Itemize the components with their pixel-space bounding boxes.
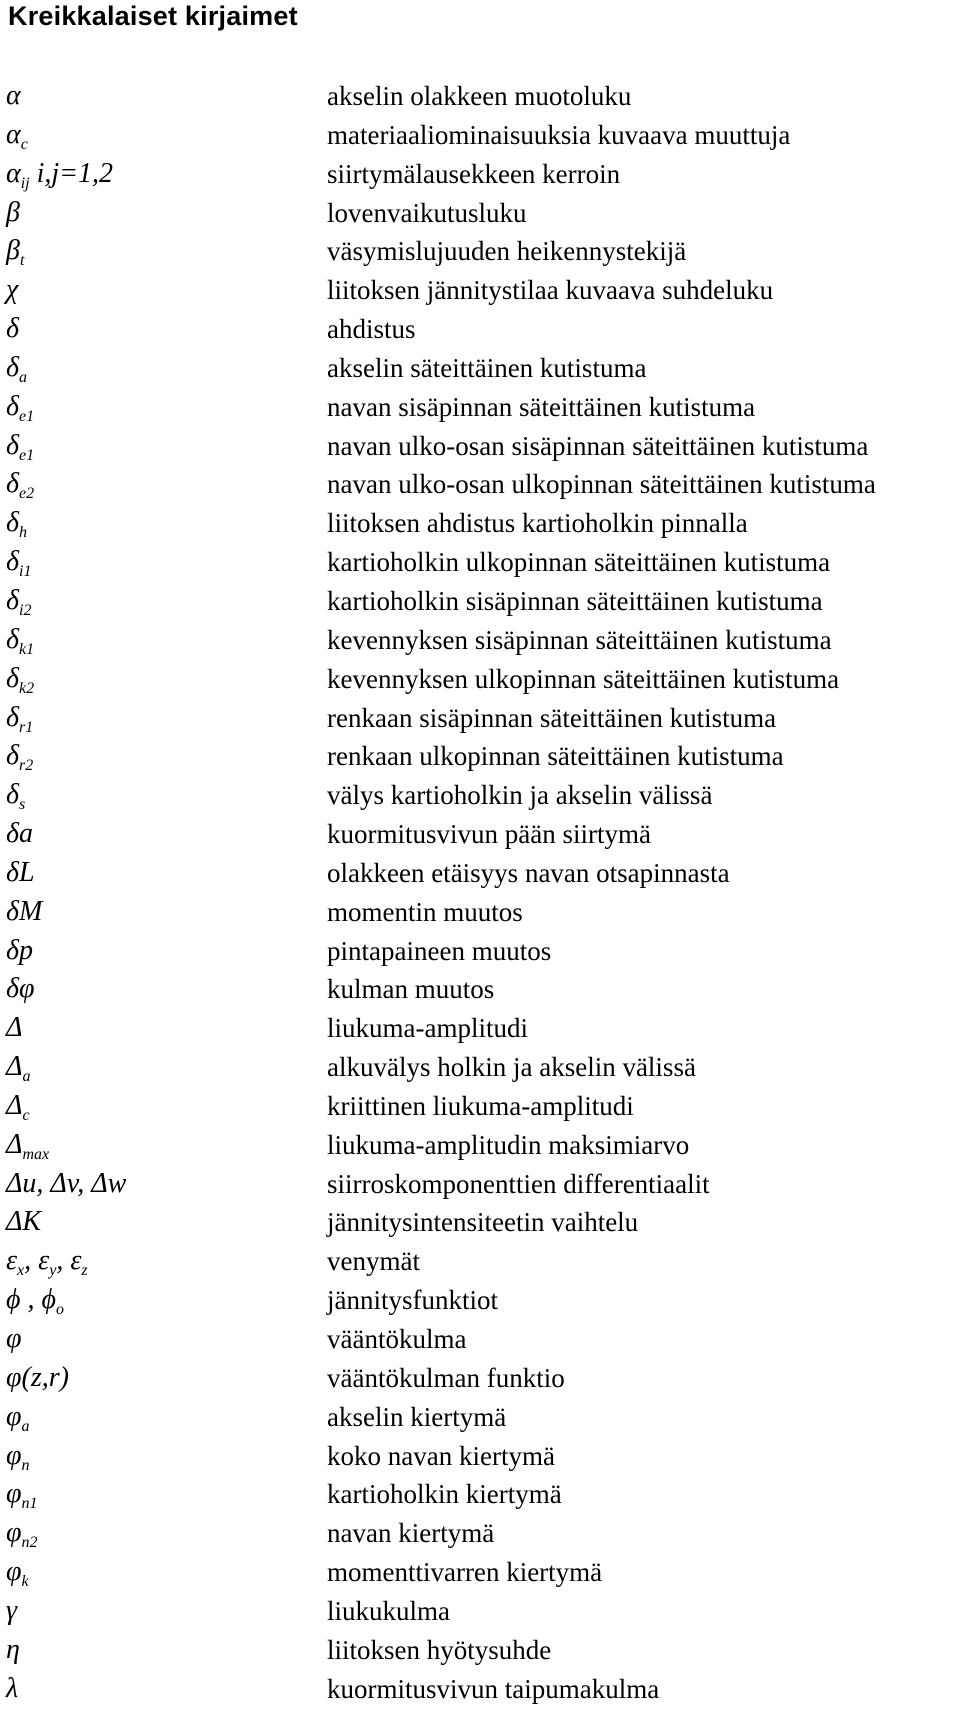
symbol [6,933,33,969]
list-item [0,1204,960,1243]
symbol-description: navan sisäpinnan säteittäinen kutistuma [327,391,756,422]
symbol-base: α [6,157,21,189]
symbol-base: Δ [6,1089,23,1121]
symbol [6,466,34,502]
symbol-base: φ [6,1517,22,1549]
symbol-description: kriittinen liukuma-amplitudi [327,1090,634,1121]
symbol [6,1593,17,1629]
symbol-subscript: n1 [21,1495,38,1513]
symbol-subscript: n [21,1456,30,1474]
symbol [6,1476,38,1512]
symbol-subscript: c [22,1106,30,1124]
symbol-base: α [6,118,21,150]
list-item [0,971,960,1010]
symbol [6,1049,30,1085]
symbol-description: liitoksen hyötysuhde [327,1634,552,1665]
symbol-base: δ [6,507,20,539]
symbol-base: δ [6,623,20,655]
symbol-subscript: k [21,1573,29,1591]
symbol-description: väsymislujuuden heikennystekijä [327,236,687,267]
symbol-description: materiaaliominaisuuksia kuvaava muuttuja [327,119,791,150]
symbol-base: δ [6,584,20,616]
symbol-base: φ [6,1323,22,1354]
symbol-description: navan ulko-osan ulkopinnan säteittäinen kutistuma [327,469,876,500]
symbol-description: kartioholkin sisäpinnan säteittäinen kutistuma [327,585,823,616]
list-item [0,311,960,350]
symbol-description: kevennyksen ulkopinnan säteittäinen kutistuma [327,663,840,694]
symbol [6,195,20,231]
symbol-subscript: a [21,1417,30,1435]
symbol-base: δ [6,390,20,422]
symbol-description: lovenvaikutusluku [327,197,527,228]
list-item [0,1127,960,1166]
list-item [0,622,960,661]
symbol-subscript: k1 [19,640,35,658]
list-item [0,933,960,972]
list-item [0,272,960,311]
symbol-list [0,78,960,1709]
symbol-description: akselin olakkeen muotoluku [327,81,632,111]
symbol [6,1671,18,1707]
symbol-subscript: r2 [19,757,34,775]
symbol-subscript: e1 [19,407,35,425]
symbol-base: γ [6,1594,18,1626]
list-item [0,1671,960,1709]
symbol-subscript: max [22,1145,50,1163]
symbol-base: δ [6,351,20,383]
symbol-description: koko navan kiertymä [327,1440,555,1471]
symbol-description: liukuma-amplitudin maksimiarvo [327,1129,690,1160]
symbol-base: Δu, Δv, Δw [6,1167,127,1199]
symbol [6,1399,30,1435]
symbol-subscript: k2 [19,679,35,697]
symbol [6,78,21,114]
list-item [0,1476,960,1515]
symbol-base: δ [6,429,20,461]
symbol [6,816,33,852]
symbol-base: δ [6,468,20,500]
symbol-base: δ [6,313,20,345]
list-item [0,1438,960,1477]
symbol-description: vääntökulman funktio [327,1362,565,1393]
symbol-subscript: x [17,1262,25,1280]
symbol [6,544,31,580]
symbol [6,389,34,425]
symbol [6,1166,126,1202]
symbol-subscript: z [81,1262,88,1280]
symbol-base: δ [6,662,20,694]
list-item [0,233,960,272]
list-item [0,505,960,544]
symbol-suffix: i,j=1,2 [29,157,114,189]
list-item [0,816,960,855]
symbol-description: siirroskomponenttien differentiaalit [327,1168,710,1199]
list-item [0,78,960,117]
symbol-base: λ [6,1672,19,1704]
symbol-base: Δ [6,1051,23,1083]
symbol-subscript: ij [20,174,30,192]
list-item [0,350,960,389]
symbol-base: δ [6,546,20,578]
symbol [6,1515,38,1551]
symbol-description: kevennyksen sisäpinnan säteittäinen kutistuma [327,624,832,655]
list-item [0,738,960,777]
symbol-base: φ(z,r) [6,1361,69,1393]
symbol [6,777,25,813]
symbol-base: δ [6,740,20,772]
list-item [0,1321,960,1360]
symbol-subscript: a [19,368,28,386]
symbol-description: alkuvälys holkin ja akselin välissä [327,1052,696,1083]
symbol-base: φ [6,1400,22,1432]
symbol-base: φ [6,1556,22,1588]
symbol-description: venymät [327,1246,420,1277]
symbol [6,1632,20,1668]
list-item [0,1632,960,1671]
list-item [0,1010,960,1049]
list-item [0,195,960,234]
symbol [6,350,27,386]
symbol-description: momenttivarren kiertymä [327,1557,603,1588]
symbol-description: navan kiertymä [327,1518,495,1549]
symbol-description: momentin muutos [327,896,523,927]
page-title: Kreikkalaiset kirjaimet [8,1,298,31]
list-item [0,583,960,622]
list-item [0,389,960,428]
symbol [6,117,28,153]
symbol-base: δ [6,779,20,811]
symbol-description: kulman muutos [327,974,495,1005]
list-item [0,156,960,195]
symbol-base: δa [6,818,34,850]
symbol-base: χ [6,274,19,306]
symbol-subscript: i2 [19,601,32,619]
symbol-subscript: n2 [21,1534,38,1552]
symbol-description: kuormitusvivun pään siirtymä [327,819,651,850]
symbol [6,583,31,619]
symbol [6,738,33,774]
list-item [0,1243,960,1282]
symbol [6,1321,22,1357]
symbol-base: δ [6,701,20,733]
symbol [6,311,19,347]
symbol [6,233,24,269]
list-item [0,700,960,739]
symbol-subscript: c [20,135,28,153]
symbol-description: kartioholkin ulkopinnan säteittäinen kutistuma [327,547,831,578]
symbol-description: jännitysintensiteetin vaihtelu [327,1207,639,1238]
symbol [6,1010,22,1046]
list-item [0,1360,960,1399]
symbol-subscript: h [19,524,28,542]
symbol-base: ΔK [6,1206,42,1238]
symbol [6,272,18,308]
symbol-subscript: y [49,1262,57,1280]
symbol-description: vääntökulma [327,1324,467,1354]
list-item [0,1554,960,1593]
symbol-base: ϕ , ϕ [6,1284,56,1316]
symbol-subscript: i1 [19,563,32,581]
symbol-base: β [6,235,20,267]
symbol-description: ahdistus [327,314,416,345]
symbol-subscript: t [19,252,25,270]
symbol-base: α [6,80,21,111]
symbol-description: jännitysfunktiot [327,1285,498,1316]
symbol [6,1243,88,1279]
symbol-description: liitoksen ahdistus kartioholkin pinnalla [327,508,748,539]
list-item [0,117,960,156]
list-item [0,855,960,894]
symbol-base: δL [6,856,35,888]
symbol [6,855,35,891]
symbol-description: liukuma-amplitudi [327,1013,528,1044]
symbol [6,1127,49,1163]
symbol [6,1554,29,1590]
symbol-base: δp [6,934,34,966]
symbol [6,156,113,192]
symbol-description: välys kartioholkin ja akselin välissä [327,780,713,811]
symbol [6,428,34,464]
symbol-description: pintapaineen muutos [327,935,552,966]
symbol-description: renkaan ulkopinnan säteittäinen kutistuma [327,741,784,772]
symbol [6,1088,30,1124]
symbol-description: renkaan sisäpinnan säteittäinen kutistuma [327,702,777,733]
symbol-subscript: o [55,1301,64,1319]
symbol-base: Δ [6,1012,23,1044]
symbol-description: navan ulko-osan sisäpinnan säteittäinen kutistuma [327,430,869,461]
symbol-description: akselin kiertymä [327,1401,507,1432]
symbol [6,1204,41,1240]
list-item [0,777,960,816]
symbol-description: siirtymälausekkeen kerroin [327,158,621,189]
list-item [0,1166,960,1205]
symbol-base: φ [6,1478,22,1510]
symbol-base: δM [6,895,43,927]
list-item [0,544,960,583]
list-item [0,1593,960,1632]
list-item [0,1282,960,1321]
list-item [0,1088,960,1127]
symbol-description: kartioholkin kiertymä [327,1479,562,1510]
symbol [6,622,34,658]
list-item [0,1515,960,1554]
symbol-description: liukukulma [327,1595,450,1626]
symbol-base: ε [6,1245,18,1277]
symbol-base: δφ [6,973,35,1005]
symbol-base: β [6,196,20,228]
list-item [0,1399,960,1438]
symbol [6,700,33,736]
list-item [0,466,960,505]
list-item [0,1049,960,1088]
symbol-description: akselin säteittäinen kutistuma [327,352,647,383]
symbol-suffix: , ε [56,1245,82,1277]
symbol [6,505,27,541]
symbol-subscript: r1 [19,718,34,736]
symbol [6,1282,64,1318]
symbol-base: φ [6,1439,22,1471]
list-item [0,894,960,933]
symbol-base: Δ [6,1128,23,1160]
symbol [6,661,34,697]
symbol-subscript: s [19,796,26,814]
symbol-description: olakkeen etäisyys navan otsapinnasta [327,857,730,888]
symbol [6,1360,69,1396]
symbol-subscript: e1 [19,446,35,464]
symbol-description: kuormitusvivun taipumakulma [327,1673,660,1704]
symbol-suffix: , ε [24,1245,50,1277]
list-item [0,428,960,467]
symbol [6,894,42,930]
symbol-base: η [6,1633,20,1665]
symbol-subscript: e2 [19,485,35,503]
list-item [0,661,960,700]
symbol-subscript: a [22,1068,31,1086]
symbol-description: liitoksen jännitystilaa kuvaava suhdeluku [327,275,774,306]
symbol [6,971,35,1007]
symbol [6,1438,30,1474]
